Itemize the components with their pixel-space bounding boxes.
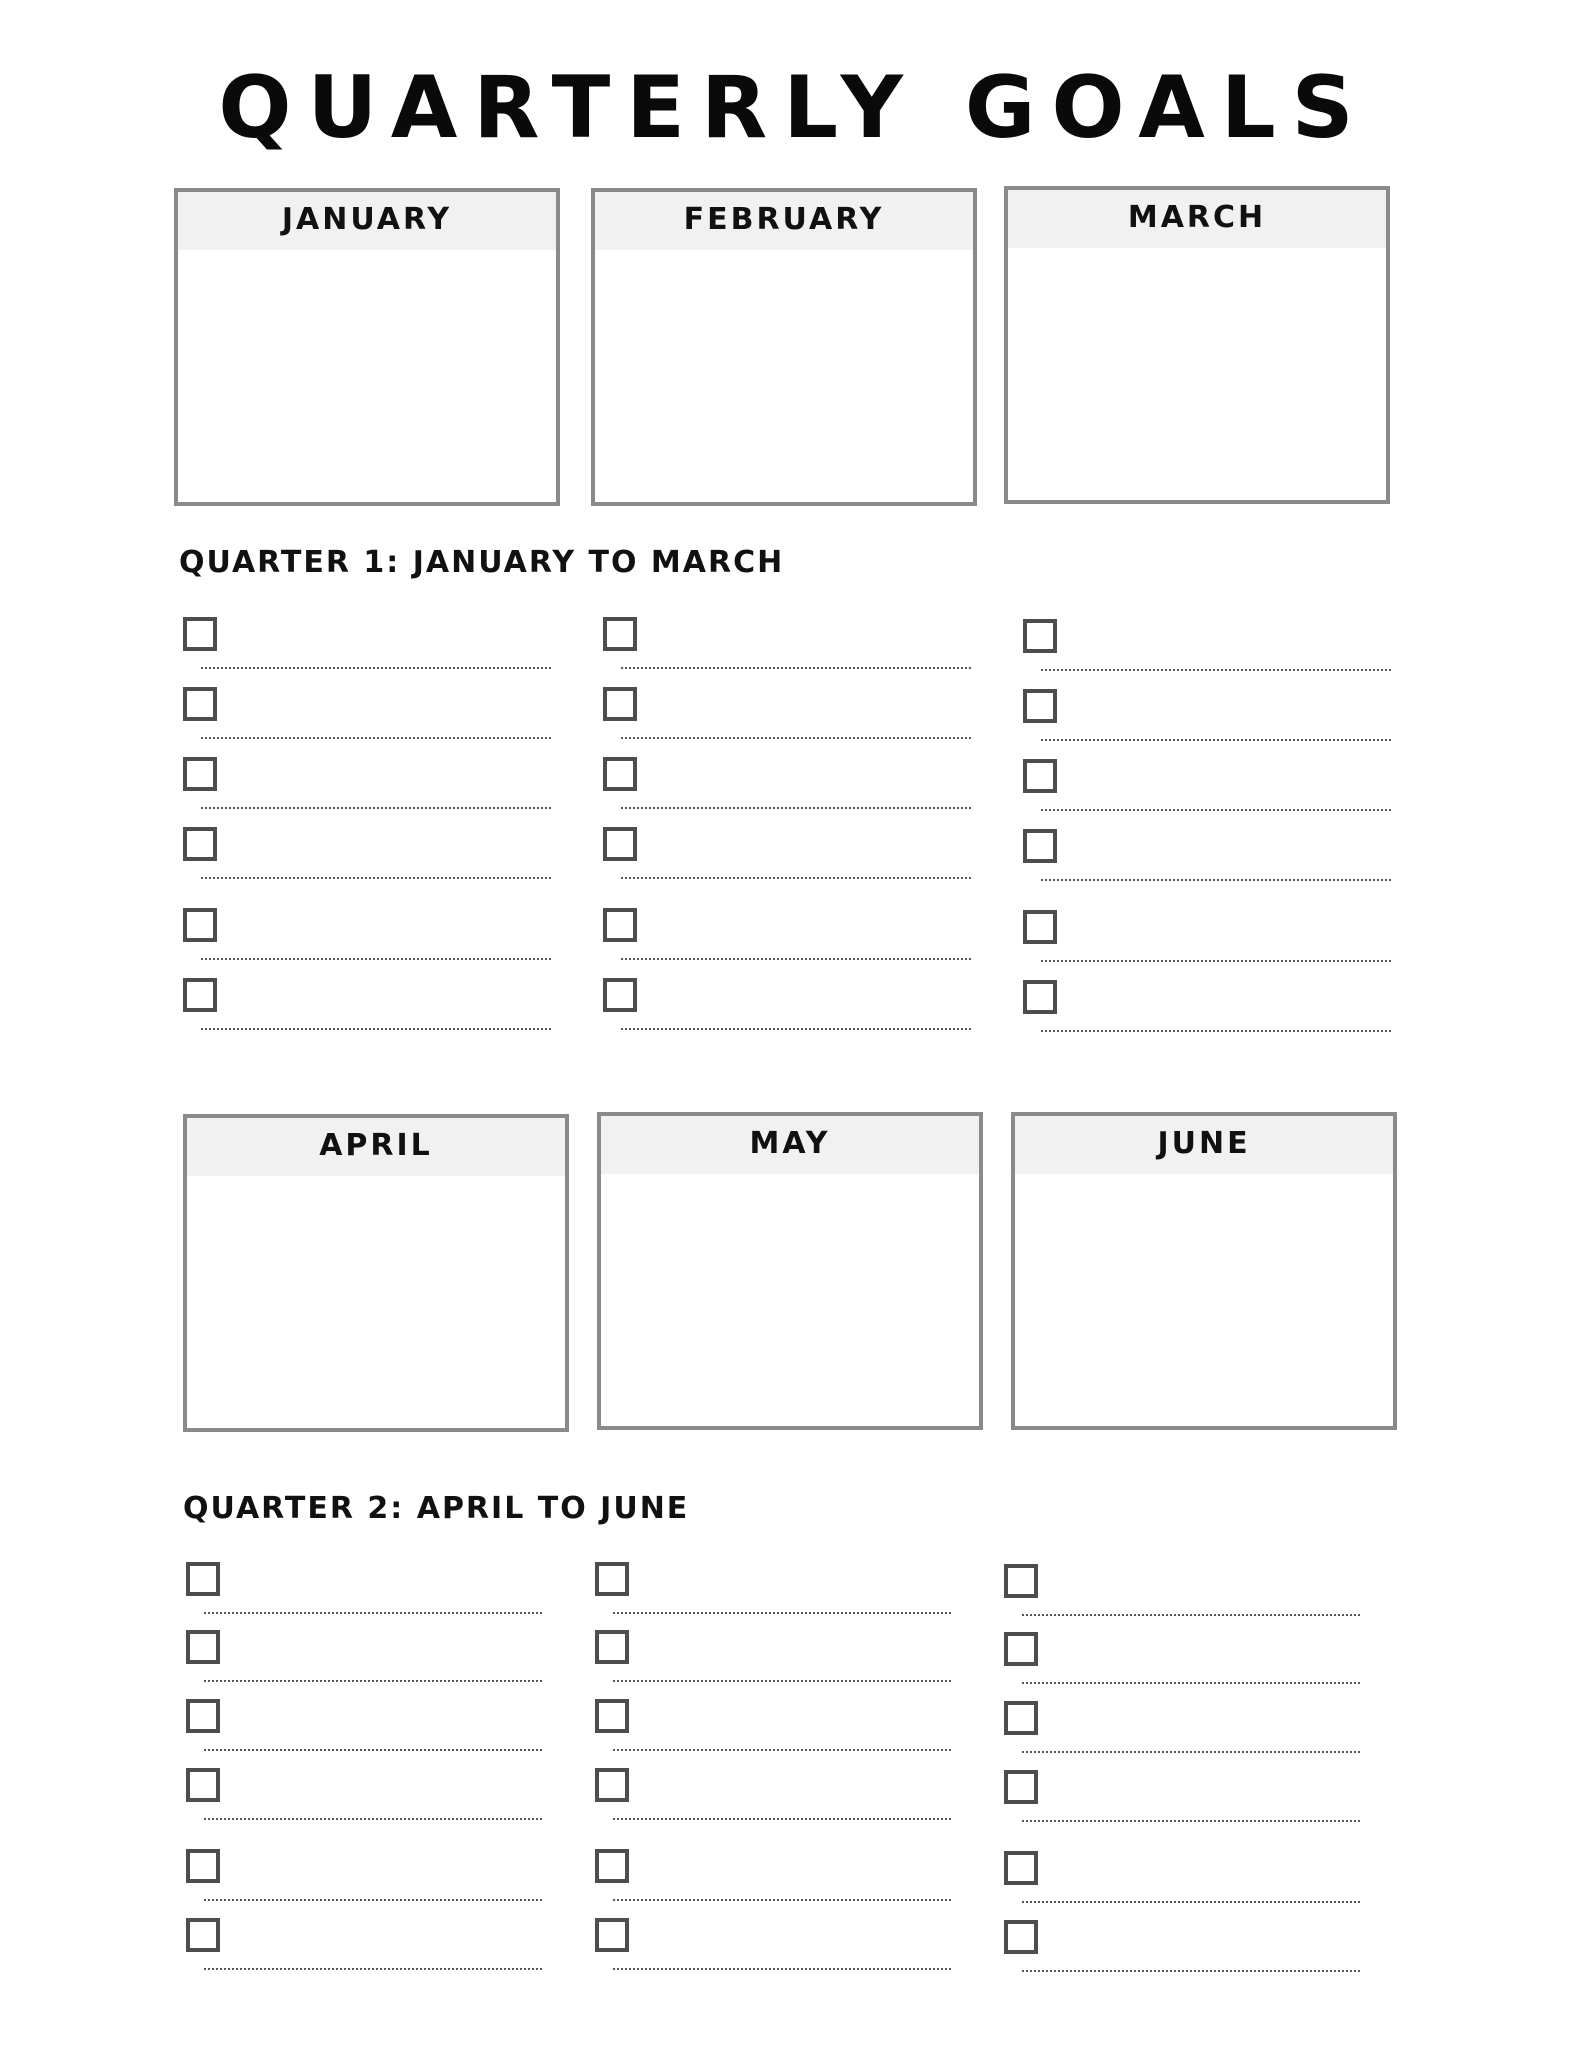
goal-checkbox[interactable] <box>1023 619 1057 653</box>
goal-checkbox[interactable] <box>1004 1632 1038 1666</box>
goal-checkbox[interactable] <box>1004 1564 1038 1598</box>
goal-checkbox[interactable] <box>186 1768 220 1802</box>
goal-write-line[interactable] <box>204 1749 542 1751</box>
goal-checkbox[interactable] <box>603 757 637 791</box>
month-header: JANUARY <box>178 192 556 250</box>
month-notes-area[interactable] <box>1015 1174 1393 1426</box>
goal-item <box>1023 829 1391 891</box>
goal-checkbox[interactable] <box>1023 689 1057 723</box>
goal-write-line[interactable] <box>201 667 551 669</box>
goal-item <box>1004 1564 1360 1626</box>
month-notes-area[interactable] <box>178 250 556 502</box>
goal-checkbox[interactable] <box>186 1918 220 1952</box>
goal-write-line[interactable] <box>1041 960 1391 962</box>
goal-item <box>183 827 551 889</box>
goal-checkbox[interactable] <box>186 1630 220 1664</box>
goal-item <box>1023 759 1391 821</box>
month-box-february[interactable] <box>591 188 977 506</box>
goal-write-line[interactable] <box>613 1968 951 1970</box>
goal-write-line[interactable] <box>204 1680 542 1682</box>
goal-checkbox[interactable] <box>183 687 217 721</box>
quarter-1-heading: QUARTER 1: JANUARY TO MARCH <box>179 545 785 580</box>
goal-checkbox[interactable] <box>1004 1701 1038 1735</box>
month-notes-area[interactable] <box>601 1174 979 1426</box>
goal-item <box>603 617 971 679</box>
goal-item <box>595 1849 951 1911</box>
goal-checkbox[interactable] <box>603 908 637 942</box>
month-box-may[interactable] <box>597 1112 983 1430</box>
goal-item <box>1023 689 1391 751</box>
goal-checkbox[interactable] <box>1023 829 1057 863</box>
goal-checkbox[interactable] <box>186 1849 220 1883</box>
goal-write-line[interactable] <box>1022 1751 1360 1753</box>
goal-item <box>595 1699 951 1761</box>
goal-item <box>186 1630 542 1692</box>
goal-checkbox[interactable] <box>595 1918 629 1952</box>
goal-write-line[interactable] <box>621 667 971 669</box>
goal-write-line[interactable] <box>1041 739 1391 741</box>
goal-write-line[interactable] <box>613 1680 951 1682</box>
goal-write-line[interactable] <box>1041 669 1391 671</box>
goal-checkbox[interactable] <box>595 1699 629 1733</box>
month-header: MARCH <box>1008 190 1386 248</box>
goal-write-line[interactable] <box>1041 809 1391 811</box>
month-header: FEBRUARY <box>595 192 973 250</box>
goal-write-line[interactable] <box>621 807 971 809</box>
goal-checkbox[interactable] <box>595 1768 629 1802</box>
month-notes-area[interactable] <box>1008 248 1386 500</box>
goal-checkbox[interactable] <box>603 617 637 651</box>
goal-write-line[interactable] <box>204 1899 542 1901</box>
goal-item <box>183 978 551 1040</box>
goal-write-line[interactable] <box>613 1749 951 1751</box>
goal-write-line[interactable] <box>621 1028 971 1030</box>
quarter-2-heading: QUARTER 2: APRIL TO JUNE <box>183 1491 690 1526</box>
goal-item <box>183 757 551 819</box>
goal-checkbox[interactable] <box>1023 980 1057 1014</box>
goal-item <box>595 1630 951 1692</box>
goal-item <box>186 1562 542 1624</box>
goal-write-line[interactable] <box>201 807 551 809</box>
page-title: QUARTERLY GOALS <box>218 58 1370 158</box>
goal-item <box>603 908 971 970</box>
goal-checkbox[interactable] <box>1023 759 1057 793</box>
goal-checkbox[interactable] <box>1023 910 1057 944</box>
goal-checkbox[interactable] <box>1004 1920 1038 1954</box>
goal-item <box>186 1918 542 1980</box>
goal-write-line[interactable] <box>201 1028 551 1030</box>
goal-write-line[interactable] <box>1041 879 1391 881</box>
goal-write-line[interactable] <box>204 1968 542 1970</box>
goal-write-line[interactable] <box>201 737 551 739</box>
goal-item <box>1004 1701 1360 1763</box>
month-box-june[interactable] <box>1011 1112 1397 1430</box>
goal-write-line[interactable] <box>621 737 971 739</box>
goal-write-line[interactable] <box>1022 1682 1360 1684</box>
goal-checkbox[interactable] <box>183 978 217 1012</box>
goal-item <box>1004 1632 1360 1694</box>
goal-item <box>595 1768 951 1830</box>
month-box-january[interactable] <box>174 188 560 506</box>
goal-write-line[interactable] <box>621 958 971 960</box>
goal-item <box>186 1768 542 1830</box>
goal-write-line[interactable] <box>613 1612 951 1614</box>
goal-checkbox[interactable] <box>1004 1770 1038 1804</box>
goal-checkbox[interactable] <box>603 827 637 861</box>
goal-write-line[interactable] <box>1022 1820 1360 1822</box>
month-box-april[interactable] <box>183 1114 569 1432</box>
goal-item <box>1004 1920 1360 1982</box>
goal-item <box>183 687 551 749</box>
goal-item <box>1023 619 1391 681</box>
goal-item <box>603 757 971 819</box>
month-box-march[interactable] <box>1004 186 1390 504</box>
goal-checkbox[interactable] <box>595 1630 629 1664</box>
goal-item <box>595 1918 951 1980</box>
month-notes-area[interactable] <box>187 1176 565 1428</box>
goal-write-line[interactable] <box>1041 1030 1391 1032</box>
goal-checkbox[interactable] <box>186 1562 220 1596</box>
goal-write-line[interactable] <box>613 1899 951 1901</box>
goal-write-line[interactable] <box>613 1818 951 1820</box>
goal-write-line[interactable] <box>1022 1970 1360 1972</box>
month-header: MAY <box>601 1116 979 1174</box>
goal-item <box>183 617 551 679</box>
goal-checkbox[interactable] <box>183 757 217 791</box>
month-notes-area[interactable] <box>595 250 973 502</box>
goal-checkbox[interactable] <box>595 1562 629 1596</box>
goal-checkbox[interactable] <box>603 978 637 1012</box>
goal-item <box>603 978 971 1040</box>
goal-write-line[interactable] <box>1022 1614 1360 1616</box>
goal-item <box>186 1699 542 1761</box>
goal-write-line[interactable] <box>201 877 551 879</box>
goal-write-line[interactable] <box>621 877 971 879</box>
goal-write-line[interactable] <box>1022 1901 1360 1903</box>
month-header: APRIL <box>187 1118 565 1176</box>
goal-item <box>183 908 551 970</box>
goal-checkbox[interactable] <box>183 908 217 942</box>
goal-item <box>186 1849 542 1911</box>
goal-item <box>1023 910 1391 972</box>
goal-item <box>1023 980 1391 1042</box>
goal-checkbox[interactable] <box>595 1849 629 1883</box>
goal-item <box>595 1562 951 1624</box>
goal-checkbox[interactable] <box>183 617 217 651</box>
goal-write-line[interactable] <box>204 1612 542 1614</box>
goal-item <box>603 687 971 749</box>
goal-checkbox[interactable] <box>603 687 637 721</box>
goal-item <box>603 827 971 889</box>
goal-item <box>1004 1770 1360 1832</box>
goal-checkbox[interactable] <box>183 827 217 861</box>
goal-item <box>1004 1851 1360 1913</box>
month-header: JUNE <box>1015 1116 1393 1174</box>
goal-checkbox[interactable] <box>186 1699 220 1733</box>
goal-checkbox[interactable] <box>1004 1851 1038 1885</box>
goal-write-line[interactable] <box>204 1818 542 1820</box>
goal-write-line[interactable] <box>201 958 551 960</box>
